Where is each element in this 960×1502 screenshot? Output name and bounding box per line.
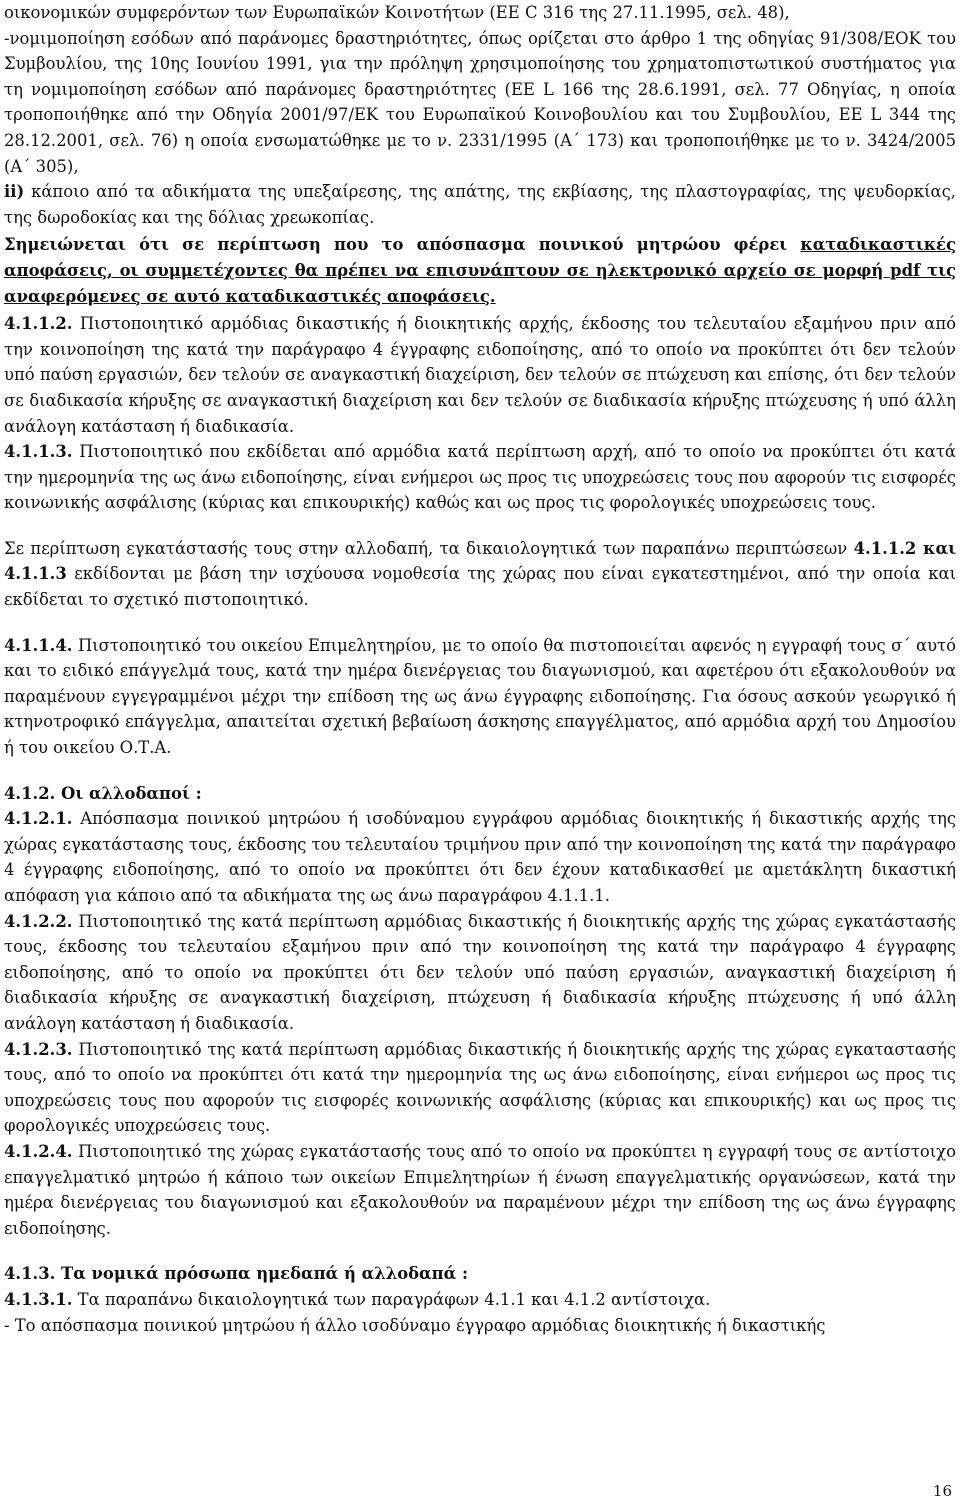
section-4-1-2-2 — [4, 909, 956, 1037]
section-4-1-2-1 — [4, 806, 956, 908]
heading-4-1-3: 4.1.3. Τα νομικά πρόσωπα ημεδαπά ή αλλοδαπά : — [4, 1264, 469, 1284]
abroad-text-1: Σε περίπτωση εγκατάστασής τους στην αλλοδαπή, τα δικαιολογητικά των παραπάνω περιπτώσεων — [4, 538, 854, 558]
paragraph-offences-ii — [4, 179, 956, 230]
note-bold: Σημειώνεται ότι σε περίπτωση που το απόσπασμα ποινικού μητρώου φέρει — [4, 235, 801, 255]
section-text: Απόσπασμα ποινικού μητρώου ή ισοδύναμου εγγράφου αρμόδιας διοικητικής ή δικαστικής αρχής της χώρας εγκατάστασης τους, έκδοσης του τελευταίου τριμήνου πριν από την κοινοποίηση της κατά την παράγραφο 4 έγγραφης ειδοποίησης, από το οποίο να προκύπτει ότι δεν έχουν καταδικασθεί με αμετάκλητη δικαστική απόφαση για κάποιο από τα αδικήματα της ως άνω παραγράφου 4.1.1.1. — [4, 809, 956, 905]
section-number: 4.1.3.1. — [4, 1289, 73, 1309]
section-number: 4.1.1.3. — [4, 442, 73, 462]
section-4-1-1-3 — [4, 439, 956, 516]
section-text: Πιστοποιητικό του οικείου Επιμελητηρίου, με το οποίο θα πιστοποιείται αφενός η εγγραφή τους σ΄ αυτό και το ειδικό επάγγελμά τους, κατά την ημέρα διενέργειας του διαγωνισμού, και αφετέρου ότι εξακολουθούν να παραμένουν εγγεγραμμένοι μέχρι την επίδοση της ως άνω έγγραφης ειδοποίησης. Για όσους ασκούν γεωργικό ή κτηνοτροφικό επάγγελμα, απαιτείται σχετική βεβαίωση άσκησης επαγγέλματος, από αρμόδια αρχή του Δημοσίου ή του οικείου Ο.Τ.Α. — [4, 635, 956, 758]
paragraph-money-laundering: -νομιμοποίηση εσόδων από παράνομες δραστηριότητες, όπως ορίζεται στο άρθρο 1 της οδηγίας 91/308/ΕΟΚ του Συμβουλίου, της 10ης Ιουνίου 1991, για την πρόληψη χρησιμοποίησης του χρηματοπιστωτικού συστήματος για τη νομιμοποίηση εσόδων από παράνομες δραστηριότητες (ΕΕ L 166 της 28.6.1991, σελ. 77 Οδηγίας, η οποία τροποποιήθηκε από την Οδηγία 2001/97/ΕΚ του Ευρωπαϊκού Κοινοβουλίου και του Συμβουλίου, ΕΕ L 344 της 28.12.2001, σελ. 76) η οποία ενσωματώθηκε με το ν. 2331/1995 (Α΄ 173) και τροποποιήθηκε με το ν. 3424/2005 (Α΄ 305), — [4, 28, 956, 176]
section-text: Πιστοποιητικό της κατά περίπτωση αρμόδιας δικαστικής ή διοικητικής αρχής της χώρας εγκατάστασής τους, έκδοσης του τελευταίου εξαμήνου πριν από την κοινοποίηση της κατά την παράγραφο 4 έγγραφης ειδοποίησης, από το οποίο να προκύπτει ότι δεν τελούν υπό παύση εργασιών, αναγκαστική διαχείριση ή διαδικασία κήρυξης σε αναγκαστική διαχείριση, πτώχευση ή διαδικασία κήρυξης πτώχευσης ή υπό άλλη ανάλογη κατάσταση ή διαδικασία. — [4, 911, 956, 1033]
paragraph-continuation: οικονομικών συμφερόντων των Ευρωπαϊκών Κοινοτήτων (ΕΕ C 316 της 27.11.1995, σελ. 48), — [4, 3, 790, 22]
section-text: Πιστοποιητικό της κατά περίπτωση αρμόδιας δικαστικής ή διοικητικής αρχής της χώρας εγκαταστασής τους, από το οποίο να προκύπτει ότι κατά την ημερομηνία της ως άνω ειδοποίησης, είναι ενήμεροι ως προς τις υποχρεώσεις τους που αφορούν τις εισφορές κοινωνικής ασφάλισης (κύριας και επικουρικής) και ως προς τις φορολογικές υποχρεώσεις τους. — [4, 1039, 956, 1136]
section-4-1-2-4 — [4, 1139, 956, 1241]
section-4-1-1-2 — [4, 311, 956, 439]
section-text: Τα παραπάνω δικαιολογητικά των παραγράφων 4.1.1 και 4.1.2 αντίστοιχα. — [72, 1289, 711, 1309]
section-number: 4.1.2.3. — [4, 1039, 73, 1059]
section-text: Πιστοποιητικό που εκδίδεται από αρμόδια κατά περίπτωση αρχή, από το οποίο να προκύπτει ότι κατά την ημερομηνία της ως άνω ειδοποίησης, είναι ενήμεροι ως προς τις υποχρεώσεις τους που αφορούν τις εισφορές κοινωνικής ασφάλισης (κύριας και επικουρικής) καθώς και ως προς τις φορολογικές υποχρεώσεις τους. — [4, 442, 956, 513]
section-number: 4.1.1.4. — [4, 635, 73, 655]
page-number: 16 — [932, 1482, 952, 1500]
item-text-ii: κάποιο από τα αδικήματα της υπεξαίρεσης, της απάτης, της εκβίασης, της πλαστογραφίας, της ψευδορκίας, της δωροδοκίας και της δόλιας χρεωκοπίας. — [4, 182, 956, 227]
section-number: 4.1.2.4. — [4, 1141, 73, 1161]
section-4-1-2-3 — [4, 1037, 956, 1139]
section-number: 4.1.2.2. — [4, 911, 73, 931]
abroad-ref: 4.1.1.2 και 4.1.1.3 — [4, 538, 956, 584]
abroad-text-2: εκδίδονται με βάση την ισχύουσα νομοθεσία της χώρας που είναι εγκατεστημένοι, από την οποία και εκδίδεται το σχετικό πιστοποιητικό. — [4, 564, 956, 610]
section-4-1-1-4 — [4, 633, 956, 761]
section-text: Πιστοποιητικό αρμόδιας δικαστικής ή διοικητικής αρχής, έκδοσης του τελευταίου εξαμήνου πριν από την κοινοποίηση της κατά την παράγραφο 4 έγγραφης ειδοποίησης, από το οποίο να προκύπτει ότι δεν τελούν υπό παύση εργασιών, δεν τελούν σε αναγκαστική διαχείριση, δεν τελούν σε πτώχευση και επίσης, ότι δεν τελούν σε διαδικασία κήρυξης σε αναγκαστική διαχείριση και δεν τελούν σε διαδικασία κήρυξης πτώχευσης ή υπό άλλη ανάλογη κατάσταση ή διαδικασία. — [4, 314, 956, 436]
item-label-ii: ii) — [4, 182, 25, 202]
paragraph-abroad — [4, 536, 956, 613]
heading-4-1-2: 4.1.2. Οι αλλοδαποί : — [4, 783, 202, 803]
section-number: 4.1.1.2. — [4, 314, 73, 334]
section-text: Πιστοποιητικό της χώρας εγκατάστασής τους από το οποίο να προκύπτει η εγγραφή τους σε αντίστοιχο επαγγελματικό μητρώο ή κάποιο των οικείων Επιμελητηρίων ή ένωση επαγγελματικής οργανώσεων, κατά την ημέρα διενέργειας του διαγωνισμού και εξακολουθούν να παραμένουν μέχρι την επίδοση της ως άνω έγγραφης ειδοποίησης. — [4, 1141, 956, 1238]
paragraph-last-line: - Το απόσπασμα ποινικού μητρώου ή άλλο ισοδύναμο έγγραφο αρμόδιας διοικητικής ή δικαστικής — [4, 1315, 826, 1335]
note-criminal-record — [4, 232, 956, 309]
note-underlined: καταδικαστικές αποφάσεις, οι συμμετέχοντες θα πρέπει να επισυνάπτουν σε ηλεκτρονικό αρχείο σε μορφή pdf τις αναφερόμενες σε αυτό καταδικαστικές αποφάσεις. — [4, 235, 956, 306]
section-number: 4.1.2.1. — [4, 809, 73, 829]
section-4-1-3-1 — [4, 1287, 956, 1313]
